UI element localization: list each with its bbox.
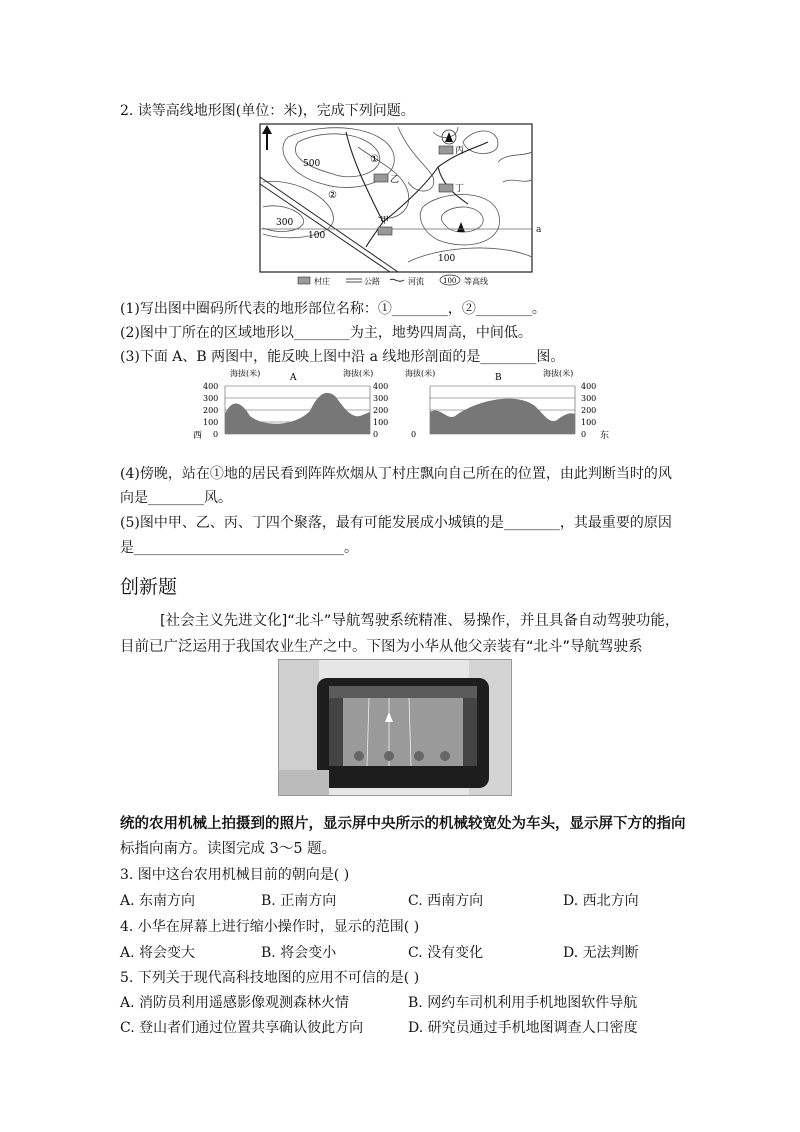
svg-text:村庄: 村庄 [314, 277, 330, 286]
marker-2: ② [328, 190, 337, 201]
question-2-sub3: (3)下面 A、B 两图中，能反映上图中沿 a 线地形剖面的是________图。 [120, 349, 565, 365]
question-2-sub2: (2)图中丁所在的区域地形以________为主，地势四周高，中间低。 [120, 325, 532, 341]
svg-text:公路: 公路 [364, 277, 380, 286]
question-3-option-c[interactable]: C. 西南方向 [408, 893, 484, 909]
svg-text:A: A [290, 373, 297, 383]
question-5-stem: 5. 下列关于现代高科技地图的应用不可信的是( ) [120, 970, 420, 986]
svg-text:西: 西 [193, 431, 203, 441]
svg-text:300: 300 [581, 394, 597, 403]
svg-text:400: 400 [581, 382, 597, 391]
question-4-stem: 4. 小华在屏幕上进行缩小操作时，显示的范围( ) [120, 919, 420, 935]
svg-text:100: 100 [373, 418, 389, 427]
profile-charts [185, 366, 625, 446]
question-2-sub4-line1: (4)傍晚，站在①地的居民看到阵阵炊烟从丁村庄飘向自己所在的位置，由此判断当时的风 [120, 466, 672, 482]
intro-line-1: [社会主义先进文化]“北斗”导航驾驶系统精准、易操作，并且具备自动驾驶功能， [160, 613, 680, 629]
question-5-option-b[interactable]: B. 网约车司机利用手机地图软件导航 [408, 995, 638, 1011]
svg-text:0: 0 [213, 430, 219, 439]
village-ding-label: 丁 [455, 184, 465, 194]
intro-line-3: 统的农用机械上拍摄到的照片，显示屏中央所示的机械较宽处为车头，显示屏下方的指向 [120, 816, 686, 832]
svg-text:0: 0 [373, 430, 379, 439]
svg-text:200: 200 [373, 406, 389, 415]
svg-text:100: 100 [443, 277, 457, 285]
question-3-option-a[interactable]: A. 东南方向 [120, 893, 196, 909]
village-yi-label: 乙 [390, 175, 400, 185]
question-4-option-b[interactable]: B. 将会变小 [261, 945, 337, 961]
intro-line-2: 目前已广泛运用于我国农业生产之中。下图为小华从他父亲装有“北斗”导航驾驶系 [120, 639, 643, 655]
svg-text:海拔(米): 海拔(米) [405, 369, 436, 378]
svg-text:400: 400 [203, 382, 219, 391]
question-4-option-c[interactable]: C. 没有变化 [408, 945, 484, 961]
svg-text:B: B [495, 373, 502, 383]
svg-text:海拔(米): 海拔(米) [343, 369, 374, 378]
question-2-sub4-line2: 向是________风。 [120, 490, 232, 506]
svg-text:0: 0 [411, 430, 417, 439]
contour-label-500: 500 [303, 159, 321, 169]
question-4-option-a[interactable]: A. 将会变大 [120, 945, 196, 961]
question-3-stem: 3. 图中这台农用机械目前的朝向是( ) [120, 867, 350, 883]
line-a-label: a [536, 225, 542, 235]
village-bing-label: 丙 [455, 146, 465, 156]
svg-text:100: 100 [581, 418, 597, 427]
contour-label-100-west: 100 [308, 231, 326, 241]
intro-line-4: 标指向南方。读图完成 3～5 题。 [120, 841, 337, 857]
question-5-option-c[interactable]: C. 登山者们通过位置共享确认彼此方向 [120, 1020, 364, 1036]
question-5-option-d[interactable]: D. 研究员通过手机地图调查人口密度 [408, 1020, 638, 1036]
svg-text:400: 400 [373, 382, 389, 391]
village-jia-label: 甲 [380, 216, 390, 226]
svg-text:等高线: 等高线 [464, 277, 488, 286]
svg-text:100: 100 [203, 418, 219, 427]
contour-label-300: 300 [276, 218, 294, 228]
marker-1: ① [370, 154, 379, 165]
profile-b [405, 368, 609, 441]
svg-text:300: 300 [203, 394, 219, 403]
navigation-screen-photo [278, 659, 512, 796]
question-2-sub5-line1: (5)图中甲、乙、丙、丁四个聚落，最有可能发展成小城镇的是________，其最重要的原因 [120, 515, 672, 531]
contour-map [258, 122, 548, 292]
question-2-stem: 2. 读等高线地形图(单位：米)，完成下列问题。 [120, 103, 415, 119]
question-2-sub1: (1)写出图中圈码所代表的地形部位名称：①________，②________。 [120, 301, 546, 317]
svg-text:0: 0 [581, 430, 587, 439]
svg-text:海拔(米): 海拔(米) [230, 369, 261, 378]
map-legend [298, 275, 488, 286]
svg-text:东: 东 [600, 431, 610, 441]
profile-a [193, 368, 388, 441]
question-3-option-b[interactable]: B. 正南方向 [261, 893, 337, 909]
question-4-option-d[interactable]: D. 无法判断 [563, 945, 639, 961]
svg-text:200: 200 [581, 406, 597, 415]
question-3-option-d[interactable]: D. 西北方向 [563, 893, 639, 909]
svg-text:200: 200 [203, 406, 219, 415]
svg-text:300: 300 [373, 394, 389, 403]
contour-label-100-south: 100 [438, 254, 456, 264]
svg-text:河流: 河流 [408, 277, 424, 286]
question-2-sub5-line2: 是______________________________。 [120, 540, 358, 556]
section-title: 创新题 [120, 576, 178, 598]
svg-text:海拔(米): 海拔(米) [543, 369, 574, 378]
question-5-option-a[interactable]: A. 消防员利用遥感影像观测森林火情 [120, 995, 350, 1011]
